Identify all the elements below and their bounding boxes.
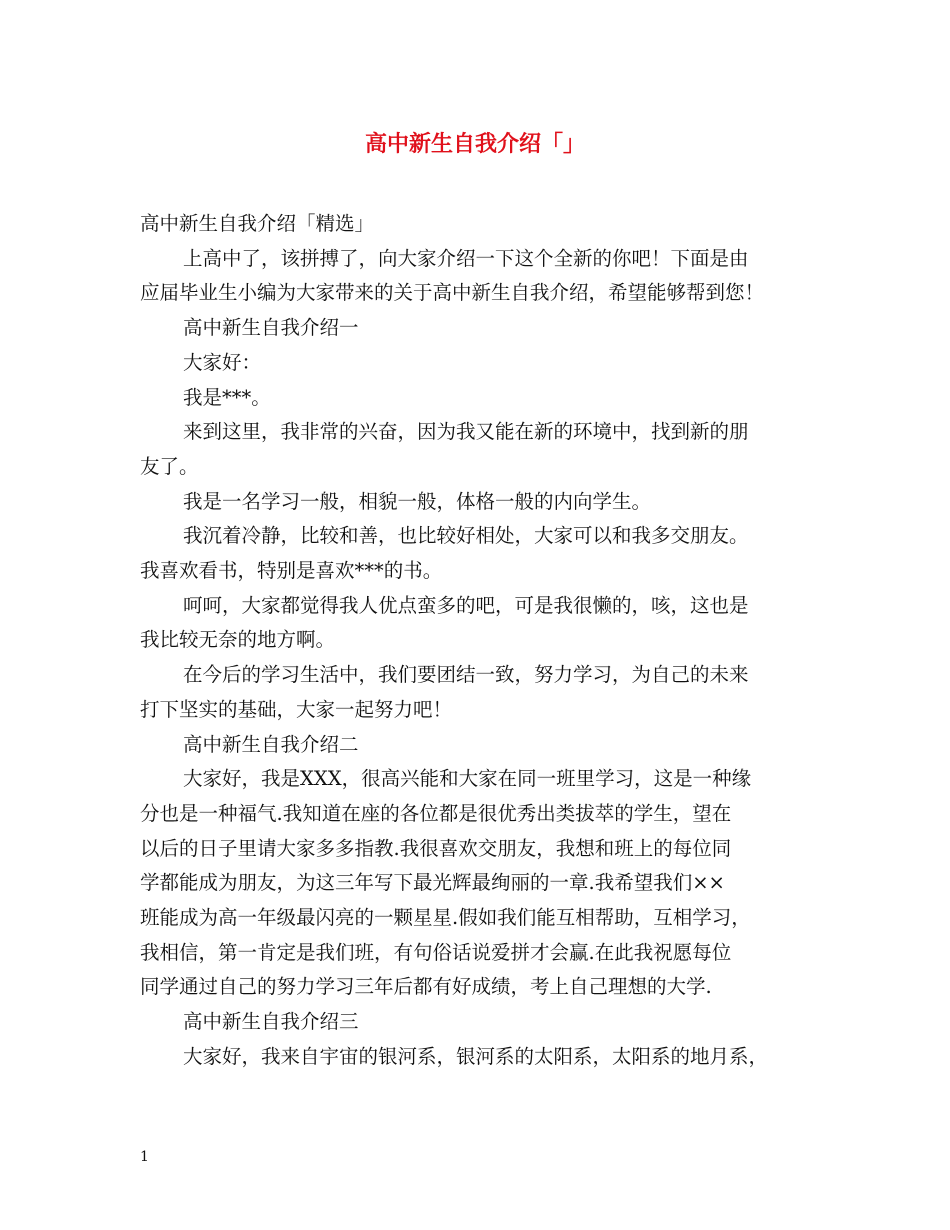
text-line: 学都能成为朋友，为这三年写下最光辉最绚丽的一章.我希望我们×× (140, 871, 725, 895)
text-line: 我是一名学习一般，相貌一般，体格一般的内向学生。 (183, 489, 652, 513)
text-line: 以后的日子里请大家多多指教.我很喜欢交朋友，我想和班上的每位同 (140, 836, 732, 860)
text-line: 我比较无奈的地方啊。 (140, 628, 336, 652)
text-line: 友了。 (140, 454, 199, 478)
text-line: 大家好： (183, 350, 262, 374)
document-body (140, 207, 812, 1075)
text-line: 我喜欢看书，特别是喜欢***的书。 (140, 559, 443, 583)
text-line: 同学通过自己的努力学习三年后都有好成绩，考上自己理想的大学. (140, 975, 712, 999)
text-line: 大家好，我是XXX，很高兴能和大家在同一班里学习，这是一种缘 (183, 767, 752, 791)
text-line: 高中新生自我介绍一 (183, 316, 359, 340)
text-line: 打下坚实的基础，大家一起努力吧！ (140, 697, 453, 721)
text-line: 高中新生自我介绍二 (183, 732, 359, 756)
text-line: 班能成为高一年级最闪亮的一颗星星.假如我们能互相帮助，互相学习， (140, 906, 751, 930)
text-line: 大家好，我来自宇宙的银河系，银河系的太阳系，太阳系的地月系， (183, 1044, 769, 1068)
text-line: 在今后的学习生活中，我们要团结一致，努力学习，为自己的未来 (183, 663, 749, 687)
text-line: 上高中了，该拼搏了，向大家介绍一下这个全新的你吧！下面是由 (183, 246, 749, 270)
text-line: 我沉着冷静，比较和善，也比较好相处，大家可以和我多交朋友。 (183, 524, 749, 548)
text-line: 分也是一种福气.我知道在座的各位都是很优秀出类拔萃的学生，望在 (140, 801, 732, 825)
text-line: 高中新生自我介绍三 (183, 1010, 359, 1034)
text-line: 我相信，第一肯定是我们班，有句俗话说爱拼才会赢.在此我祝愿每位 (140, 940, 732, 964)
page-number: 1 (140, 1149, 149, 1165)
text-line: 高中新生自我介绍「精选」 (140, 212, 375, 235)
text-line: 应届毕业生小编为大家带来的关于高中新生自我介绍，希望能够帮到您！ (140, 281, 765, 305)
text-line: 呵呵，大家都觉得我人优点蛮多的吧，可是我很懒的，咳，这也是 (183, 593, 749, 617)
document-title: 高中新生自我介绍「」 (364, 131, 585, 157)
text-line: 来到这里，我非常的兴奋，因为我又能在新的环境中，找到新的朋 (183, 420, 749, 444)
text-line: 我是***。 (183, 385, 271, 409)
